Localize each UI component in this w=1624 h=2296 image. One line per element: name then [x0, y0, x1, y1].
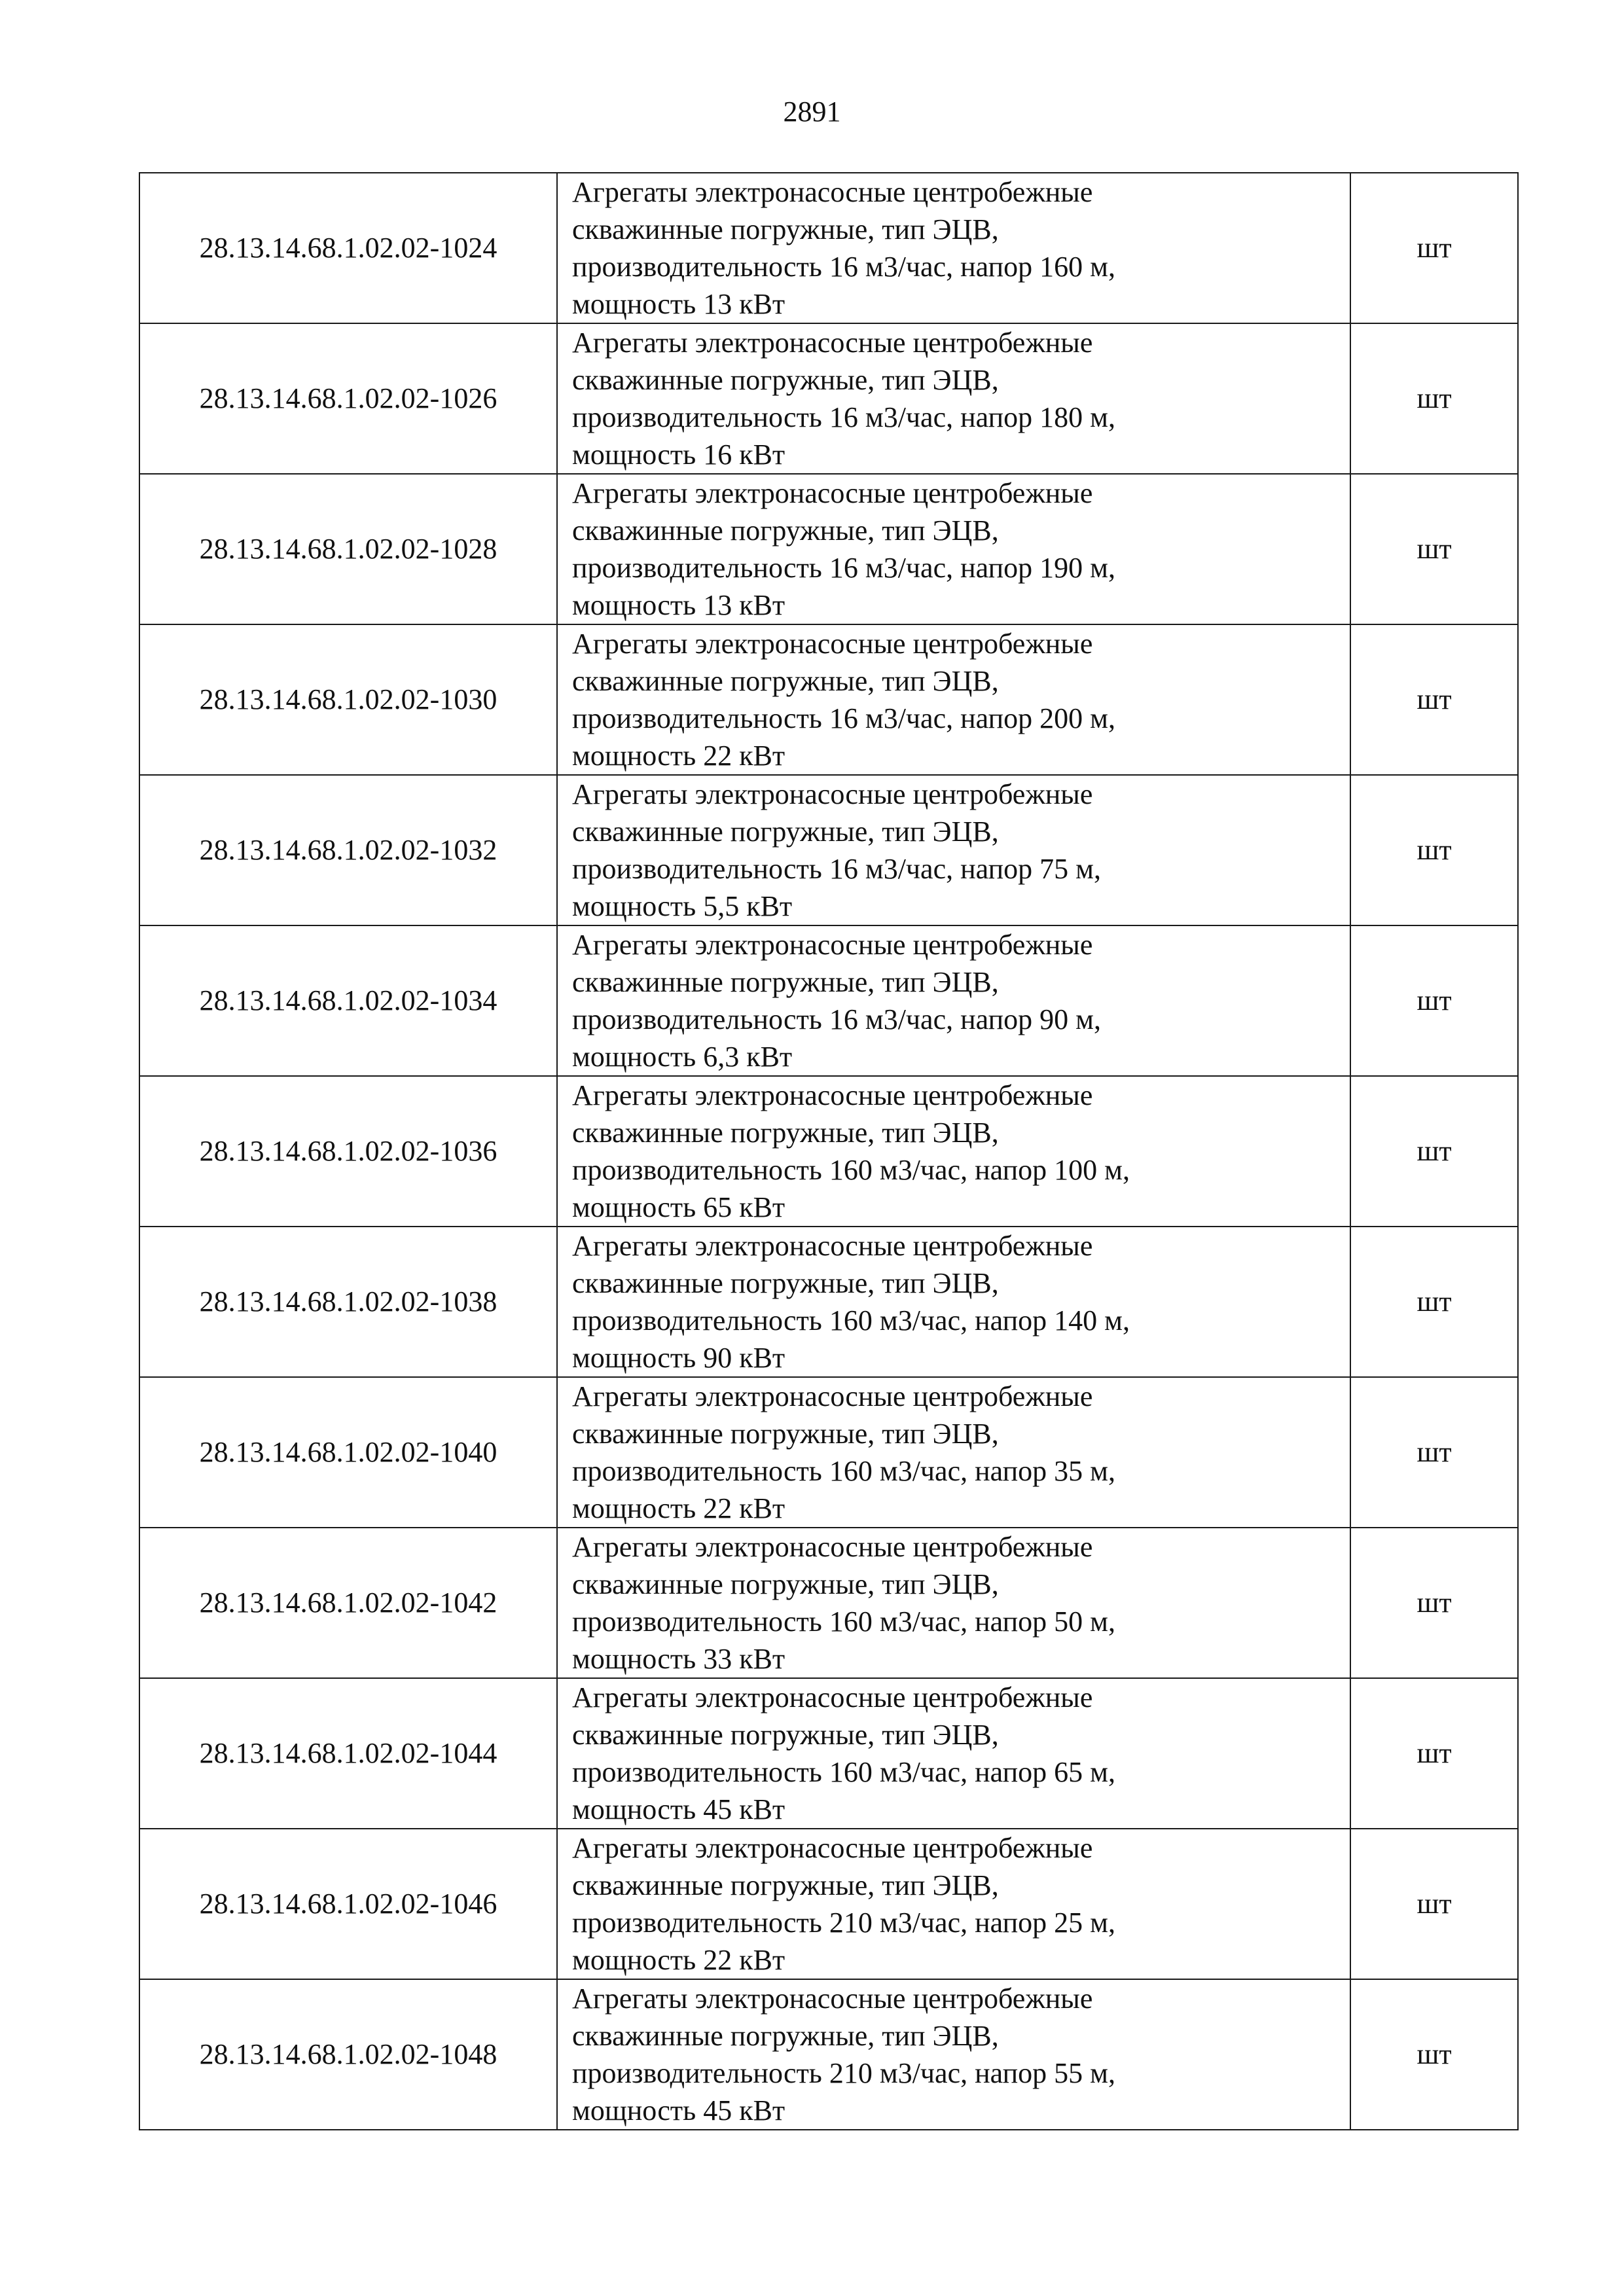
description-line: скважинные погружные, тип ЭЦВ,	[572, 966, 999, 998]
item-code: 28.13.14.68.1.02.02-1048	[139, 1979, 557, 2130]
item-description	[557, 775, 1350, 925]
description-line: производительность 210 м3/час, напор 25 м,	[572, 1907, 1116, 1939]
item-description	[557, 624, 1350, 775]
item-unit: шт	[1350, 474, 1518, 624]
item-unit: шт	[1350, 624, 1518, 775]
description-line: скважинные погружные, тип ЭЦВ,	[572, 1869, 999, 1901]
item-code: 28.13.14.68.1.02.02-1038	[139, 1227, 557, 1377]
item-description	[557, 1678, 1350, 1829]
item-unit: шт	[1350, 1829, 1518, 1979]
table-row	[139, 1227, 1518, 1377]
description-line: Агрегаты электронасосные центробежные	[572, 176, 1093, 208]
description-line: мощность 5,5 кВт	[572, 890, 793, 922]
item-unit: шт	[1350, 173, 1518, 323]
description-line: скважинные погружные, тип ЭЦВ,	[572, 665, 999, 697]
item-unit: шт	[1350, 1377, 1518, 1528]
description-line: мощность 22 кВт	[572, 1492, 785, 1524]
item-code: 28.13.14.68.1.02.02-1042	[139, 1528, 557, 1678]
item-code: 28.13.14.68.1.02.02-1030	[139, 624, 557, 775]
table-row	[139, 323, 1518, 474]
description-line: Агрегаты электронасосные центробежные	[572, 929, 1093, 961]
item-description	[557, 173, 1350, 323]
item-description	[557, 474, 1350, 624]
description-line: скважинные погружные, тип ЭЦВ,	[572, 364, 999, 396]
description-line: скважинные погружные, тип ЭЦВ,	[572, 1117, 999, 1149]
description-line: мощность 16 кВт	[572, 439, 785, 471]
description-line: производительность 160 м3/час, напор 65 м,	[572, 1756, 1116, 1788]
description-line: Агрегаты электронасосные центробежные	[572, 477, 1093, 509]
table-row	[139, 173, 1518, 323]
item-unit: шт	[1350, 1076, 1518, 1227]
description-line: Агрегаты электронасосные центробежные	[572, 628, 1093, 660]
item-code: 28.13.14.68.1.02.02-1034	[139, 925, 557, 1076]
description-line: скважинные погружные, тип ЭЦВ,	[572, 1719, 999, 1751]
description-line: производительность 160 м3/час, напор 50 м,	[572, 1605, 1116, 1638]
description-line: производительность 160 м3/час, напор 35 м,	[572, 1455, 1116, 1487]
item-description	[557, 1528, 1350, 1678]
item-unit: шт	[1350, 1979, 1518, 2130]
description-line: производительность 16 м3/час, напор 75 м,	[572, 853, 1102, 885]
item-unit: шт	[1350, 323, 1518, 474]
description-line: Агрегаты электронасосные центробежные	[572, 1832, 1093, 1864]
item-code: 28.13.14.68.1.02.02-1024	[139, 173, 557, 323]
description-line: производительность 160 м3/час, напор 100 м,	[572, 1154, 1130, 1186]
item-code: 28.13.14.68.1.02.02-1028	[139, 474, 557, 624]
item-code: 28.13.14.68.1.02.02-1046	[139, 1829, 557, 1979]
item-description	[557, 1076, 1350, 1227]
item-code: 28.13.14.68.1.02.02-1026	[139, 323, 557, 474]
description-line: мощность 33 кВт	[572, 1643, 785, 1675]
description-line: производительность 16 м3/час, напор 200 м,	[572, 702, 1116, 734]
table-row	[139, 474, 1518, 624]
items-table	[139, 172, 1519, 2130]
description-line: мощность 6,3 кВт	[572, 1041, 793, 1073]
description-line: производительность 160 м3/час, напор 140 м,	[572, 1304, 1130, 1336]
item-unit: шт	[1350, 925, 1518, 1076]
item-description	[557, 1979, 1350, 2130]
item-unit: шт	[1350, 1528, 1518, 1678]
table-row	[139, 1528, 1518, 1678]
description-line: мощность 22 кВт	[572, 740, 785, 772]
description-line: мощность 45 кВт	[572, 2094, 785, 2126]
description-line: производительность 16 м3/час, напор 90 м,	[572, 1003, 1102, 1035]
description-line: скважинные погружные, тип ЭЦВ,	[572, 1568, 999, 1600]
page-number: 2891	[783, 96, 841, 128]
description-line: мощность 13 кВт	[572, 288, 785, 320]
description-line: производительность 16 м3/час, напор 160 м,	[572, 251, 1116, 283]
table-row	[139, 925, 1518, 1076]
item-description	[557, 1227, 1350, 1377]
item-description	[557, 1829, 1350, 1979]
description-line: Агрегаты электронасосные центробежные	[572, 778, 1093, 810]
item-code: 28.13.14.68.1.02.02-1044	[139, 1678, 557, 1829]
table-row	[139, 1829, 1518, 1979]
description-line: мощность 65 кВт	[572, 1191, 785, 1223]
description-line: производительность 16 м3/час, напор 180 м,	[572, 401, 1116, 433]
description-line: производительность 16 м3/час, напор 190 м,	[572, 552, 1116, 584]
description-line: скважинные погружные, тип ЭЦВ,	[572, 1418, 999, 1450]
description-line: мощность 45 кВт	[572, 1793, 785, 1825]
description-line: Агрегаты электронасосные центробежные	[572, 327, 1093, 359]
description-line: скважинные погружные, тип ЭЦВ,	[572, 2020, 999, 2052]
description-line: скважинные погружные, тип ЭЦВ,	[572, 213, 999, 245]
description-line: мощность 90 кВт	[572, 1342, 785, 1374]
description-line: производительность 210 м3/час, напор 55 м,	[572, 2057, 1116, 2089]
description-line: Агрегаты электронасосные центробежные	[572, 1531, 1093, 1563]
item-description	[557, 1377, 1350, 1528]
description-line: Агрегаты электронасосные центробежные	[572, 1230, 1093, 1262]
description-line: Агрегаты электронасосные центробежные	[572, 1982, 1093, 2015]
item-unit: шт	[1350, 1678, 1518, 1829]
table-row	[139, 1678, 1518, 1829]
item-description	[557, 323, 1350, 474]
item-code: 28.13.14.68.1.02.02-1032	[139, 775, 557, 925]
item-code: 28.13.14.68.1.02.02-1036	[139, 1076, 557, 1227]
item-code: 28.13.14.68.1.02.02-1040	[139, 1377, 557, 1528]
table-row	[139, 1979, 1518, 2130]
description-line: скважинные погружные, тип ЭЦВ,	[572, 514, 999, 547]
item-unit: шт	[1350, 1227, 1518, 1377]
item-unit: шт	[1350, 775, 1518, 925]
table-row	[139, 1377, 1518, 1528]
description-line: мощность 22 кВт	[572, 1944, 785, 1976]
description-line: Агрегаты электронасосные центробежные	[572, 1380, 1093, 1412]
description-line: скважинные погружные, тип ЭЦВ,	[572, 816, 999, 848]
table-row	[139, 1076, 1518, 1227]
description-line: Агрегаты электронасосные центробежные	[572, 1681, 1093, 1713]
table-row	[139, 624, 1518, 775]
description-line: скважинные погружные, тип ЭЦВ,	[572, 1267, 999, 1299]
description-line: мощность 13 кВт	[572, 589, 785, 621]
description-line: Агрегаты электронасосные центробежные	[572, 1079, 1093, 1111]
table-row	[139, 775, 1518, 925]
item-description	[557, 925, 1350, 1076]
